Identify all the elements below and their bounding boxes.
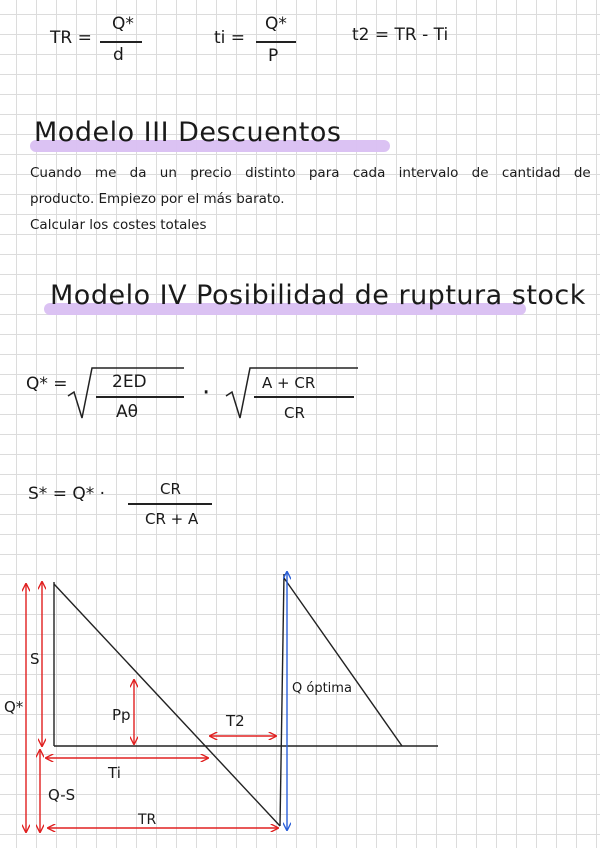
q-star-denominator-2: CR [284,404,305,422]
ti-formula-numerator: Q* [265,14,287,34]
s-star-numerator: CR [160,480,181,498]
ti-fraction-line [256,41,296,43]
tr-formula-lhs: TR = [50,28,92,48]
q-star-formula-lhs: Q* = [26,374,68,394]
section3-line3: Calcular los costes totales [30,217,207,233]
tr-fraction-line [100,41,142,43]
stockout-inventory-diagram [0,560,600,848]
label-q-optima: Q óptima [292,681,352,696]
label-tr: TR [138,812,157,828]
label-s: S [30,650,40,668]
q-star-denominator-1: Aθ [116,402,139,422]
section3-title: Modelo III Descuentos [34,117,342,148]
label-q-star: Q* [4,698,24,716]
section3-line2: producto. Empiezo por el más barato. [30,191,285,207]
s-star-fraction-line [128,503,212,505]
q-star-fraction-line-2 [254,396,354,398]
label-q-minus-s: Q-S [48,786,76,804]
label-t2: T2 [226,712,245,730]
s-star-denominator: CR + A [145,510,199,528]
q-star-numerator-2: A + CR [262,374,316,392]
second-cycle-depletion-line [284,578,402,746]
label-pp: Pp [112,706,131,724]
ti-formula-lhs: ti = [214,28,246,48]
t2-formula: t2 = TR - Ti [352,25,449,45]
s-star-formula-lhs: S* = Q* · [28,484,106,504]
tr-formula-numerator: Q* [112,14,134,34]
ti-formula-denominator: P [268,46,279,66]
multiply-dot: · [202,378,211,408]
reorder-vertical-line [280,574,284,826]
label-ti: Ti [108,764,121,782]
section3-line1: Cuando me da un precio distinto para cada intervalo de cantidad de [30,165,591,181]
section4-title: Modelo IV Posibilidad de ruptura stock [50,280,586,311]
inventory-depletion-line [54,584,280,826]
q-star-numerator-1: 2ED [112,372,147,392]
q-star-fraction-line-1 [96,396,184,398]
tr-formula-denominator: d [113,45,124,65]
